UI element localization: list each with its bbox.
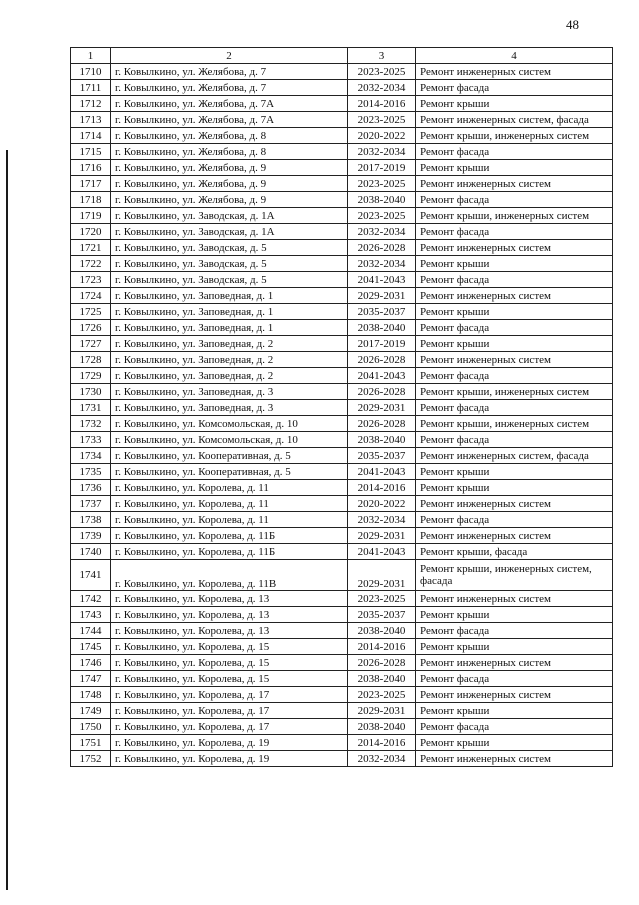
work-type-cell: Ремонт инженерных систем <box>416 591 613 607</box>
row-number-cell: 1713 <box>71 112 111 128</box>
years-cell: 2035-2037 <box>348 607 416 623</box>
address-cell: г. Ковылкино, ул. Заповедная, д. 3 <box>111 384 348 400</box>
row-number-cell: 1748 <box>71 687 111 703</box>
address-cell: г. Ковылкино, ул. Королева, д. 11 <box>111 496 348 512</box>
years-cell: 2032-2034 <box>348 224 416 240</box>
table-row <box>71 160 613 176</box>
years-cell: 2038-2040 <box>348 623 416 639</box>
work-type-cell: Ремонт фасада <box>416 272 613 288</box>
table-row <box>71 112 613 128</box>
years-cell: 2041-2043 <box>348 464 416 480</box>
years-cell: 2017-2019 <box>348 336 416 352</box>
years-cell: 2032-2034 <box>348 80 416 96</box>
years-cell: 2032-2034 <box>348 256 416 272</box>
years-cell: 2023-2025 <box>348 176 416 192</box>
address-cell: г. Ковылкино, ул. Желябова, д. 8 <box>111 144 348 160</box>
page-number: 48 <box>566 17 579 32</box>
years-cell: 2032-2034 <box>348 144 416 160</box>
address-cell: г. Ковылкино, ул. Комсомольская, д. 10 <box>111 416 348 432</box>
work-type-cell: Ремонт крыши, инженерных систем <box>416 384 613 400</box>
row-number-cell: 1739 <box>71 528 111 544</box>
years-cell: 2026-2028 <box>348 655 416 671</box>
row-number-cell: 1724 <box>71 288 111 304</box>
address-cell: г. Ковылкино, ул. Желябова, д. 9 <box>111 176 348 192</box>
row-number-cell: 1716 <box>71 160 111 176</box>
work-type-cell: Ремонт крыши, инженерных систем <box>416 208 613 224</box>
row-number-cell: 1725 <box>71 304 111 320</box>
address-cell: г. Ковылкино, ул. Желябова, д. 7А <box>111 112 348 128</box>
table-row <box>71 671 613 687</box>
address-cell: г. Ковылкино, ул. Королева, д. 19 <box>111 735 348 751</box>
years-cell: 2038-2040 <box>348 671 416 687</box>
work-type-cell: Ремонт крыши <box>416 464 613 480</box>
work-type-cell: Ремонт инженерных систем, фасада <box>416 112 613 128</box>
work-type-cell: Ремонт фасада <box>416 671 613 687</box>
years-cell: 2014-2016 <box>348 96 416 112</box>
row-number-cell: 1736 <box>71 480 111 496</box>
table-row <box>71 176 613 192</box>
address-cell: г. Ковылкино, ул. Заводская, д. 5 <box>111 256 348 272</box>
work-type-cell: Ремонт фасада <box>416 320 613 336</box>
work-type-cell: Ремонт инженерных систем <box>416 751 613 767</box>
column-header-address: 2 <box>111 48 348 64</box>
row-number-cell: 1741 <box>71 560 111 591</box>
work-type-cell: Ремонт фасада <box>416 512 613 528</box>
work-type-cell: Ремонт крыши <box>416 607 613 623</box>
row-number-cell: 1722 <box>71 256 111 272</box>
work-type-cell: Ремонт фасада <box>416 719 613 735</box>
row-number-cell: 1718 <box>71 192 111 208</box>
address-cell: г. Ковылкино, ул. Заповедная, д. 2 <box>111 368 348 384</box>
repair-schedule-table <box>70 47 613 767</box>
years-cell: 2023-2025 <box>348 687 416 703</box>
work-type-cell: Ремонт крыши <box>416 735 613 751</box>
address-cell: г. Ковылкино, ул. Королева, д. 15 <box>111 639 348 655</box>
row-number-cell: 1735 <box>71 464 111 480</box>
row-number-cell: 1746 <box>71 655 111 671</box>
row-number-cell: 1732 <box>71 416 111 432</box>
row-number-cell: 1719 <box>71 208 111 224</box>
address-cell: г. Ковылкино, ул. Желябова, д. 9 <box>111 192 348 208</box>
years-cell: 2029-2031 <box>348 560 416 591</box>
years-cell: 2029-2031 <box>348 703 416 719</box>
work-type-cell: Ремонт инженерных систем <box>416 240 613 256</box>
address-cell: г. Ковылкино, ул. Заводская, д. 1А <box>111 208 348 224</box>
table-row <box>71 480 613 496</box>
address-cell: г. Ковылкино, ул. Королева, д. 11Б <box>111 544 348 560</box>
row-number-cell: 1730 <box>71 384 111 400</box>
address-cell: г. Ковылкино, ул. Королева, д. 11 <box>111 480 348 496</box>
years-cell: 2035-2037 <box>348 448 416 464</box>
row-number-cell: 1721 <box>71 240 111 256</box>
address-cell: г. Ковылкино, ул. Заводская, д. 1А <box>111 224 348 240</box>
years-cell: 2035-2037 <box>348 304 416 320</box>
table-row <box>71 400 613 416</box>
work-type-cell: Ремонт крыши, инженерных систем <box>416 416 613 432</box>
address-cell: г. Ковылкино, ул. Королева, д. 13 <box>111 607 348 623</box>
work-type-cell: Ремонт крыши <box>416 160 613 176</box>
row-number-cell: 1712 <box>71 96 111 112</box>
table-row <box>71 560 613 591</box>
table-row <box>71 544 613 560</box>
address-cell: г. Ковылкино, ул. Королева, д. 15 <box>111 671 348 687</box>
row-number-cell: 1714 <box>71 128 111 144</box>
table-row <box>71 464 613 480</box>
work-type-cell: Ремонт инженерных систем <box>416 176 613 192</box>
work-type-cell: Ремонт крыши <box>416 639 613 655</box>
table-header-row <box>71 48 613 64</box>
row-number-cell: 1720 <box>71 224 111 240</box>
work-type-cell: Ремонт крыши <box>416 96 613 112</box>
row-number-cell: 1742 <box>71 591 111 607</box>
years-cell: 2020-2022 <box>348 496 416 512</box>
work-type-cell: Ремонт крыши <box>416 480 613 496</box>
address-cell: г. Ковылкино, ул. Кооперативная, д. 5 <box>111 464 348 480</box>
work-type-cell: Ремонт фасада <box>416 368 613 384</box>
work-type-cell: Ремонт крыши, фасада <box>416 544 613 560</box>
address-cell: г. Ковылкино, ул. Королева, д. 17 <box>111 719 348 735</box>
address-cell: г. Ковылкино, ул. Кооперативная, д. 5 <box>111 448 348 464</box>
table-row <box>71 687 613 703</box>
row-number-cell: 1751 <box>71 735 111 751</box>
work-type-cell: Ремонт крыши, инженерных систем, фасада <box>416 560 613 591</box>
row-number-cell: 1715 <box>71 144 111 160</box>
row-number-cell: 1729 <box>71 368 111 384</box>
table-row <box>71 288 613 304</box>
address-cell: г. Ковылкино, ул. Королева, д. 19 <box>111 751 348 767</box>
years-cell: 2014-2016 <box>348 735 416 751</box>
address-cell: г. Ковылкино, ул. Королева, д. 11В <box>111 560 348 591</box>
years-cell: 2023-2025 <box>348 591 416 607</box>
years-cell: 2026-2028 <box>348 416 416 432</box>
years-cell: 2041-2043 <box>348 272 416 288</box>
column-header-number: 1 <box>71 48 111 64</box>
row-number-cell: 1750 <box>71 719 111 735</box>
years-cell: 2038-2040 <box>348 719 416 735</box>
address-cell: г. Ковылкино, ул. Желябова, д. 7 <box>111 80 348 96</box>
years-cell: 2014-2016 <box>348 639 416 655</box>
address-cell: г. Ковылкино, ул. Заповедная, д. 1 <box>111 304 348 320</box>
address-cell: г. Ковылкино, ул. Заповедная, д. 1 <box>111 288 348 304</box>
table-row <box>71 128 613 144</box>
row-number-cell: 1740 <box>71 544 111 560</box>
address-cell: г. Ковылкино, ул. Королева, д. 17 <box>111 687 348 703</box>
years-cell: 2014-2016 <box>348 480 416 496</box>
table-row <box>71 751 613 767</box>
row-number-cell: 1752 <box>71 751 111 767</box>
table-row <box>71 639 613 655</box>
work-type-cell: Ремонт инженерных систем <box>416 352 613 368</box>
address-cell: г. Ковылкино, ул. Желябова, д. 9 <box>111 160 348 176</box>
row-number-cell: 1726 <box>71 320 111 336</box>
table-row <box>71 416 613 432</box>
table-body <box>71 64 613 767</box>
row-number-cell: 1745 <box>71 639 111 655</box>
work-type-cell: Ремонт фасада <box>416 432 613 448</box>
address-cell: г. Ковылкино, ул. Королева, д. 13 <box>111 623 348 639</box>
row-number-cell: 1737 <box>71 496 111 512</box>
table-row <box>71 384 613 400</box>
row-number-cell: 1727 <box>71 336 111 352</box>
table-row <box>71 224 613 240</box>
row-number-cell: 1738 <box>71 512 111 528</box>
column-header-years: 3 <box>348 48 416 64</box>
years-cell: 2038-2040 <box>348 192 416 208</box>
work-type-cell: Ремонт инженерных систем <box>416 496 613 512</box>
work-type-cell: Ремонт крыши <box>416 336 613 352</box>
row-number-cell: 1733 <box>71 432 111 448</box>
address-cell: г. Ковылкино, ул. Заповедная, д. 3 <box>111 400 348 416</box>
table-row <box>71 80 613 96</box>
table-row <box>71 96 613 112</box>
row-number-cell: 1717 <box>71 176 111 192</box>
work-type-cell: Ремонт крыши, инженерных систем <box>416 128 613 144</box>
years-cell: 2032-2034 <box>348 751 416 767</box>
years-cell: 2026-2028 <box>348 384 416 400</box>
years-cell: 2026-2028 <box>348 240 416 256</box>
work-type-cell: Ремонт инженерных систем <box>416 655 613 671</box>
row-number-cell: 1734 <box>71 448 111 464</box>
row-number-cell: 1731 <box>71 400 111 416</box>
work-type-cell: Ремонт фасада <box>416 400 613 416</box>
years-cell: 2032-2034 <box>348 512 416 528</box>
years-cell: 2041-2043 <box>348 544 416 560</box>
table-row <box>71 496 613 512</box>
table-row <box>71 368 613 384</box>
years-cell: 2041-2043 <box>348 368 416 384</box>
table-row <box>71 655 613 671</box>
address-cell: г. Ковылкино, ул. Королева, д. 11Б <box>111 528 348 544</box>
table-row <box>71 336 613 352</box>
table-row <box>71 719 613 735</box>
table-row <box>71 512 613 528</box>
years-cell: 2029-2031 <box>348 288 416 304</box>
years-cell: 2029-2031 <box>348 400 416 416</box>
row-number-cell: 1728 <box>71 352 111 368</box>
table-row <box>71 448 613 464</box>
work-type-cell: Ремонт инженерных систем, фасада <box>416 448 613 464</box>
years-cell: 2020-2022 <box>348 128 416 144</box>
address-cell: г. Ковылкино, ул. Королева, д. 11 <box>111 512 348 528</box>
table-row <box>71 735 613 751</box>
address-cell: г. Ковылкино, ул. Заводская, д. 5 <box>111 272 348 288</box>
table-row <box>71 272 613 288</box>
table-row <box>71 591 613 607</box>
column-header-work-type: 4 <box>416 48 613 64</box>
table-row <box>71 352 613 368</box>
work-type-cell: Ремонт фасада <box>416 192 613 208</box>
years-cell: 2023-2025 <box>348 208 416 224</box>
table-row <box>71 192 613 208</box>
address-cell: г. Ковылкино, ул. Заводская, д. 5 <box>111 240 348 256</box>
address-cell: г. Ковылкино, ул. Желябова, д. 7А <box>111 96 348 112</box>
table-row <box>71 144 613 160</box>
table-row <box>71 528 613 544</box>
table-row <box>71 607 613 623</box>
work-type-cell: Ремонт фасада <box>416 144 613 160</box>
work-type-cell: Ремонт фасада <box>416 623 613 639</box>
address-cell: г. Ковылкино, ул. Заповедная, д. 1 <box>111 320 348 336</box>
row-number-cell: 1710 <box>71 64 111 80</box>
work-type-cell: Ремонт крыши <box>416 256 613 272</box>
years-cell: 2023-2025 <box>348 64 416 80</box>
row-number-cell: 1723 <box>71 272 111 288</box>
address-cell: г. Ковылкино, ул. Заповедная, д. 2 <box>111 336 348 352</box>
row-number-cell: 1711 <box>71 80 111 96</box>
row-number-cell: 1744 <box>71 623 111 639</box>
work-type-cell: Ремонт инженерных систем <box>416 687 613 703</box>
table-row <box>71 64 613 80</box>
address-cell: г. Ковылкино, ул. Королева, д. 15 <box>111 655 348 671</box>
address-cell: г. Ковылкино, ул. Королева, д. 17 <box>111 703 348 719</box>
years-cell: 2029-2031 <box>348 528 416 544</box>
row-number-cell: 1749 <box>71 703 111 719</box>
row-number-cell: 1747 <box>71 671 111 687</box>
work-type-cell: Ремонт инженерных систем <box>416 288 613 304</box>
years-cell: 2026-2028 <box>348 352 416 368</box>
work-type-cell: Ремонт фасада <box>416 224 613 240</box>
work-type-cell: Ремонт крыши <box>416 703 613 719</box>
years-cell: 2023-2025 <box>348 112 416 128</box>
years-cell: 2038-2040 <box>348 432 416 448</box>
years-cell: 2038-2040 <box>348 320 416 336</box>
table-row <box>71 208 613 224</box>
address-cell: г. Ковылкино, ул. Комсомольская, д. 10 <box>111 432 348 448</box>
work-type-cell: Ремонт инженерных систем <box>416 528 613 544</box>
address-cell: г. Ковылкино, ул. Желябова, д. 8 <box>111 128 348 144</box>
work-type-cell: Ремонт крыши <box>416 304 613 320</box>
table-row <box>71 304 613 320</box>
address-cell: г. Ковылкино, ул. Желябова, д. 7 <box>111 64 348 80</box>
table-row <box>71 320 613 336</box>
table-row <box>71 240 613 256</box>
work-type-cell: Ремонт фасада <box>416 80 613 96</box>
scan-edge-line <box>6 150 8 890</box>
table-row <box>71 623 613 639</box>
work-type-cell: Ремонт инженерных систем <box>416 64 613 80</box>
address-cell: г. Ковылкино, ул. Заповедная, д. 2 <box>111 352 348 368</box>
address-cell: г. Ковылкино, ул. Королева, д. 13 <box>111 591 348 607</box>
table-row <box>71 432 613 448</box>
years-cell: 2017-2019 <box>348 160 416 176</box>
table-row <box>71 256 613 272</box>
table-row <box>71 703 613 719</box>
row-number-cell: 1743 <box>71 607 111 623</box>
